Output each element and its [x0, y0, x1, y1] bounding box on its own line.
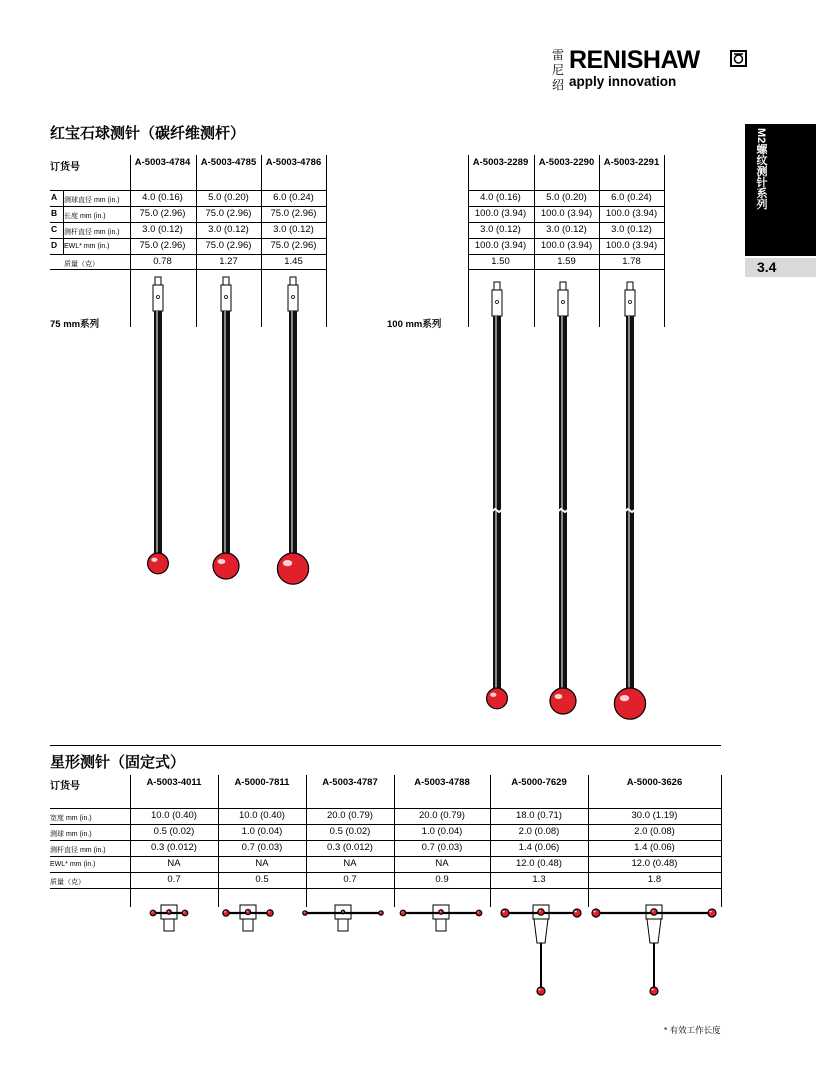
- star-row-label-stem: 测杆直径 mm (in.): [50, 847, 106, 854]
- column-divider: [130, 155, 131, 327]
- row-letter-b: B: [51, 208, 58, 218]
- column-divider: [534, 155, 535, 327]
- table-cell: 3.0 (0.12): [546, 224, 587, 235]
- logo-tagline: apply innovation: [569, 74, 677, 89]
- table-cell: 5.0 (0.20): [546, 192, 587, 203]
- star-row-label-ewl: EWL* mm (in.): [50, 861, 96, 868]
- ball-highlight: [490, 693, 496, 697]
- row-label-stem-diameter: 测杆直径 mm (in.): [64, 229, 120, 236]
- ball-highlight: [246, 911, 248, 912]
- part-number: A-5003-2291: [603, 157, 660, 168]
- star-row-label-mass: 质量（克）: [50, 879, 85, 886]
- row-rule: [50, 190, 326, 191]
- table-cell: 100.0 (3.94): [474, 208, 527, 219]
- ball-highlight: [151, 558, 157, 562]
- ball-highlight: [709, 911, 711, 913]
- table-cell: 75.0 (2.96): [205, 240, 252, 251]
- star-table-cell: 30.0 (1.19): [631, 810, 678, 821]
- logo-wordmark: RENISHAW: [569, 46, 700, 74]
- ball-highlight: [477, 911, 479, 912]
- star-part-number: A-5000-7811: [234, 777, 290, 788]
- table-cell: 100.0 (3.94): [605, 208, 658, 219]
- row-label-ewl: EWL* mm (in.): [64, 243, 110, 250]
- part-number: A-5003-4785: [200, 157, 257, 168]
- star-ball: [303, 911, 307, 915]
- table-cell: 0.78: [153, 256, 172, 267]
- star-table-cell: 20.0 (0.79): [419, 810, 465, 821]
- star-row-label-ball: 测球 mm (in.): [50, 831, 92, 838]
- ball-highlight: [555, 694, 563, 699]
- star-part-number: A-5003-4788: [414, 777, 470, 788]
- table-cell: 3.0 (0.12): [480, 224, 521, 235]
- table-cell: 1.45: [284, 256, 303, 267]
- stylus-stem: [626, 316, 634, 690]
- table-cell: 3.0 (0.12): [273, 224, 314, 235]
- star-row-rule: [50, 824, 721, 825]
- series-100-label: 100 mm系列: [387, 319, 442, 330]
- row-rule: [468, 254, 664, 255]
- footnote: * 有效工作长度: [664, 1025, 721, 1035]
- ball-highlight: [620, 695, 629, 701]
- star-table-cell: NA: [255, 858, 269, 869]
- ruby-ball: [148, 553, 169, 574]
- stylus-stem: [559, 316, 567, 690]
- star-part-number: A-5003-4011: [146, 777, 202, 788]
- stylus-stem: [222, 311, 230, 555]
- table-cell: 1.50: [491, 256, 510, 267]
- star-table-cell: 0.9: [435, 874, 449, 885]
- star-ball: [400, 910, 406, 916]
- star-ball: [223, 910, 229, 916]
- ball-highlight: [183, 911, 185, 912]
- table-cell: 1.27: [219, 256, 238, 267]
- star-table-cell: 0.7: [167, 874, 181, 885]
- star-row-label-width: 宽度 mm (in.): [50, 815, 92, 822]
- stylus-thread: [290, 277, 296, 285]
- star-table-cell: 12.0 (0.48): [516, 858, 562, 869]
- row-rule: [468, 206, 664, 207]
- star-table-cell: 1.3: [532, 874, 546, 885]
- star-table-cell: 12.0 (0.48): [631, 858, 678, 869]
- stylus-body: [625, 290, 635, 316]
- stylus-thread: [494, 282, 500, 290]
- stylus-stem: [154, 311, 162, 555]
- table-cell: 75.0 (2.96): [139, 208, 186, 219]
- star-center-ball: [167, 910, 171, 914]
- ball-highlight: [268, 911, 270, 912]
- stylus-body: [221, 285, 231, 311]
- star-table-cell: 0.5 (0.02): [153, 826, 195, 837]
- star-part-number: A-5003-4787: [322, 777, 378, 788]
- star-table-cell: 1.0 (0.04): [241, 826, 283, 837]
- column-divider: [599, 155, 600, 327]
- row-label-length: 长度 mm (in.): [64, 213, 106, 220]
- stylus-body: [558, 290, 568, 316]
- break-mark: [624, 509, 636, 512]
- table-cell: 4.0 (0.16): [142, 192, 183, 203]
- star-down-body: [534, 919, 548, 943]
- ball-highlight: [651, 989, 653, 991]
- table-cell: 75.0 (2.96): [270, 208, 317, 219]
- table-cell: 5.0 (0.20): [208, 192, 249, 203]
- table-cell: 4.0 (0.16): [480, 192, 521, 203]
- star-down-body: [647, 919, 661, 943]
- part-number: A-5003-2290: [538, 157, 595, 168]
- row-rule: [50, 269, 326, 270]
- star-table-cell: 10.0 (0.40): [151, 810, 197, 821]
- ball-highlight: [538, 989, 540, 991]
- star-ball: [182, 910, 188, 916]
- star-section-title: 星形测针（固定式）: [50, 754, 186, 771]
- star-center-ball: [245, 909, 250, 914]
- star-row-rule: [50, 888, 721, 889]
- column-divider: [261, 155, 262, 327]
- star-part-number: A-5000-7629: [511, 777, 567, 788]
- stylus-stem: [493, 316, 501, 690]
- break-mark: [491, 509, 503, 512]
- ruby-ball: [614, 688, 645, 719]
- ball-highlight: [168, 911, 169, 912]
- star-ball: [592, 909, 600, 917]
- star-table-cell: 2.0 (0.08): [634, 826, 675, 837]
- star-table-cell: 1.4 (0.06): [518, 842, 560, 853]
- ruby-ball: [213, 553, 239, 579]
- star-table-cell: 1.8: [647, 874, 662, 885]
- star-table-cell: 0.5 (0.02): [329, 826, 371, 837]
- star-ball: [150, 910, 156, 916]
- row-rule: [468, 269, 664, 270]
- table-cell: 100.0 (3.94): [540, 208, 593, 219]
- star-table-cell: 2.0 (0.08): [518, 826, 560, 837]
- ball-highlight: [342, 911, 343, 912]
- star-ball: [573, 909, 581, 917]
- ruby-section-title: 红宝石球测针（碳纤维测杆）: [50, 125, 246, 142]
- row-label-ball-diameter: 测球直径 mm (in.): [64, 197, 120, 204]
- ball-highlight: [574, 911, 576, 913]
- star-column-divider: [721, 775, 722, 907]
- ball-highlight: [283, 560, 292, 566]
- star-center-ball: [651, 909, 657, 915]
- ball-highlight: [218, 559, 226, 564]
- table-cell: 1.78: [622, 256, 641, 267]
- ball-highlight: [401, 911, 403, 912]
- logo-char: 雷: [551, 48, 564, 62]
- star-table-cell: 1.4 (0.06): [634, 842, 675, 853]
- star-thread: [243, 919, 253, 931]
- ball-highlight: [593, 911, 595, 913]
- star-table-cell: 0.7 (0.03): [241, 842, 283, 853]
- stylus-body: [492, 290, 502, 316]
- star-center-ball: [538, 909, 544, 915]
- stylus-thread: [223, 277, 229, 285]
- row-rule: [50, 206, 326, 207]
- row-rule: [50, 238, 326, 239]
- star-ball: [501, 909, 509, 917]
- section-tab-number: 3.4: [745, 258, 816, 277]
- star-thread: [436, 919, 446, 931]
- table-cell: 3.0 (0.12): [611, 224, 652, 235]
- star-ball: [267, 910, 273, 916]
- star-ball: [379, 911, 383, 915]
- table-cell: 75.0 (2.96): [205, 208, 252, 219]
- column-divider: [664, 155, 665, 327]
- column-divider: [196, 155, 197, 327]
- row-letter-divider: [63, 190, 64, 254]
- series-75-label: 75 mm系列: [50, 319, 100, 330]
- star-table-cell: NA: [435, 858, 449, 869]
- row-letter-a: A: [51, 192, 58, 202]
- section-tab-title: M2螺纹测针系列: [755, 128, 767, 210]
- table-cell: 75.0 (2.96): [270, 240, 317, 251]
- star-row-rule: [50, 840, 721, 841]
- logo-char: 尼: [551, 63, 564, 77]
- stylus-body: [153, 285, 163, 311]
- row-rule: [468, 190, 664, 191]
- table-cell: 3.0 (0.12): [142, 224, 183, 235]
- ball-highlight: [380, 912, 381, 913]
- star-part-number: A-5000-3626: [626, 777, 683, 788]
- table-cell: 6.0 (0.24): [611, 192, 652, 203]
- star-thread: [164, 919, 174, 931]
- part-number: A-5003-4784: [134, 157, 191, 168]
- star-table-cell: NA: [167, 858, 181, 869]
- break-mark: [557, 509, 569, 512]
- star-table-cell: NA: [343, 858, 357, 869]
- logo-char: 绍: [551, 78, 564, 92]
- column-divider: [468, 155, 469, 327]
- stylus-thread: [155, 277, 161, 285]
- stylus-thread: [627, 282, 633, 290]
- star-row-rule: [50, 808, 721, 809]
- table-cell: 3.0 (0.12): [208, 224, 249, 235]
- row-rule: [468, 238, 664, 239]
- ruby-order-label: 订货号: [50, 162, 80, 173]
- ball-highlight: [502, 911, 504, 913]
- ball-highlight: [151, 911, 153, 912]
- star-table-cell: 0.3 (0.012): [151, 842, 197, 853]
- star-ball: [708, 909, 716, 917]
- star-row-rule: [50, 856, 721, 857]
- ball-highlight: [304, 912, 305, 913]
- star-table-cell: 0.5: [255, 874, 269, 885]
- star-thread: [338, 919, 348, 931]
- table-cell: 100.0 (3.94): [605, 240, 658, 251]
- star-row-rule: [50, 872, 721, 873]
- star-center-ball: [341, 910, 345, 914]
- stylus-thread: [560, 282, 566, 290]
- star-table-cell: 18.0 (0.71): [516, 810, 562, 821]
- ball-highlight: [652, 910, 654, 911]
- table-cell: 1.59: [557, 256, 576, 267]
- row-rule: [468, 222, 664, 223]
- ruby-ball: [487, 688, 508, 709]
- ball-highlight: [539, 910, 541, 911]
- ruby-ball: [550, 688, 576, 714]
- row-letter-c: C: [51, 224, 58, 234]
- part-number: A-5003-4786: [265, 157, 322, 168]
- stylus-body: [288, 285, 298, 311]
- part-number: A-5003-2289: [472, 157, 529, 168]
- column-divider: [326, 155, 327, 327]
- table-cell: 6.0 (0.24): [273, 192, 314, 203]
- table-cell: 100.0 (3.94): [474, 240, 527, 251]
- star-table-cell: 0.7: [343, 874, 357, 885]
- ball-highlight: [224, 911, 226, 912]
- star-ball: [476, 910, 482, 916]
- star-table-cell: 10.0 (0.40): [239, 810, 285, 821]
- row-label-mass: 质量（克）: [64, 261, 99, 268]
- table-cell: 100.0 (3.94): [540, 240, 593, 251]
- row-rule: [50, 222, 326, 223]
- ruby-ball: [277, 553, 308, 584]
- stylus-stem: [289, 311, 297, 555]
- star-table-cell: 1.0 (0.04): [421, 826, 463, 837]
- star-table-cell: 0.3 (0.012): [327, 842, 373, 853]
- ball-highlight: [440, 911, 441, 912]
- star-table-cell: 0.7 (0.03): [421, 842, 463, 853]
- row-rule: [50, 254, 326, 255]
- star-center-ball: [439, 910, 443, 914]
- row-letter-d: D: [51, 240, 58, 250]
- star-ball: [537, 987, 545, 995]
- table-cell: 75.0 (2.96): [139, 240, 186, 251]
- star-table-cell: 20.0 (0.79): [327, 810, 373, 821]
- star-order-label: 订货号: [50, 781, 80, 792]
- star-ball: [650, 987, 658, 995]
